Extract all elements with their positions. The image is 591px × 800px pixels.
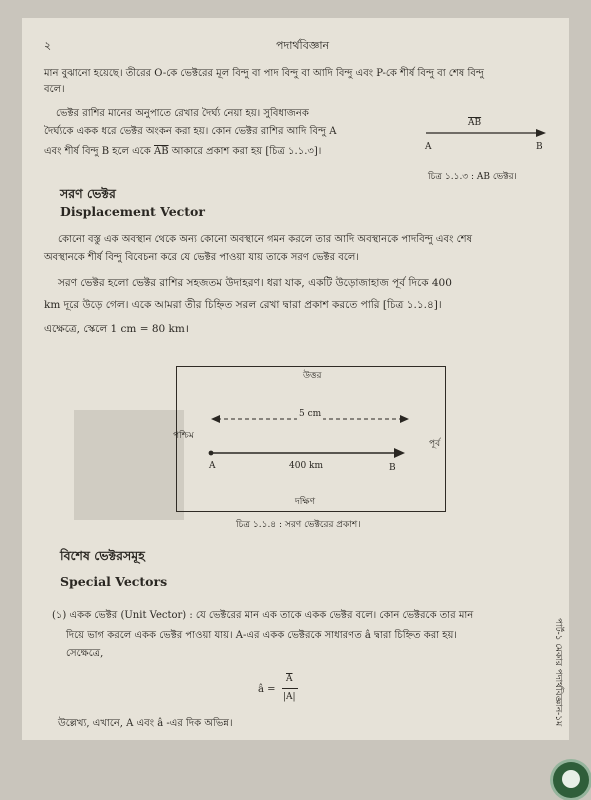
paragraph-line: (১) একক ভেক্টর (Unit Vector) : যে ভেক্টরের মান এক তাকে একক ভেক্টর বলে। কোন ভেক্টরকে তার মান	[52, 610, 474, 621]
section-title-bn: সরণ ভেক্টর	[60, 186, 116, 201]
section-title-en: Displacement Vector	[60, 204, 205, 219]
north-label: উত্তর	[303, 371, 322, 381]
scale-label: 5 cm	[297, 407, 323, 422]
vector-ab-inline: $\overline{AB}$	[153, 146, 169, 157]
point-a-label: A	[425, 142, 432, 152]
paragraph-line: মান বুঝানো হয়েছে। তীরের O-কে ভেক্টরের মূল বিন্দু বা পাদ বিন্দু বা আদি বিন্দু এবং P-কে শীর্ষ বিন্দু বা শেষ বিন্দু	[44, 68, 484, 79]
figure-ab-vector	[422, 116, 552, 166]
fraction-bar	[282, 688, 298, 689]
paragraph-line: কোনো বস্তু এক অবস্থান থেকে অন্য কোনো অবস্থানে গমন করলে তার আদি অবস্থানকে পাদবিন্দু এবং শেষ	[58, 234, 473, 245]
unit-vector-equation	[258, 670, 328, 710]
east-label: পূর্ব	[429, 439, 441, 449]
figure-caption: চিত্র ১.১.৩ : AB ভেক্টর।	[428, 172, 517, 182]
equation-denominator: |A|	[283, 692, 296, 702]
logo-emblem-icon	[562, 770, 580, 788]
point-b-label: B	[389, 463, 396, 473]
paragraph-line: এক্ষেত্রে, স্কেলে 1 cm = 80 km।	[44, 323, 189, 335]
scan-shade	[74, 410, 184, 520]
running-title: পদার্থবিজ্ঞান	[276, 39, 330, 52]
page-number: ২	[44, 39, 52, 52]
equation-numerator: $\overline{A}$	[286, 674, 293, 684]
west-label: পশ্চিম	[173, 431, 194, 441]
figure-caption: চিত্র ১.১.৪ : সরণ ভেক্টরের প্রকাশ।	[236, 520, 361, 530]
section-title-en: Special Vectors	[60, 574, 168, 589]
point-b-label: B	[536, 142, 543, 152]
equation-lhs: â =	[258, 684, 276, 695]
paragraph-line: দৈর্ঘ্যকে একক ধরে ভেক্টর অংকন করা হয়। কোন ভেক্টর রাশির আদি বিন্দু A	[44, 126, 337, 137]
paragraph-line: এবং শীর্ষ বিন্দু B হলে একে $\overline{AB}$ আকারে প্রকাশ করা হয় [চিত্র ১.১.৩]।	[44, 146, 322, 157]
paragraph-line: উল্লেখ্য, এখানে, A এবং â -এর দিক অভিন্ন।	[58, 718, 233, 729]
point-a-label: A	[209, 461, 216, 471]
paragraph-line: সেক্ষেত্রে,	[66, 648, 104, 659]
paragraph-line: km দূরে উড়ে গেল। একে আমরা তীর চিহ্নিত সরল রেখা দ্বারা প্রকাশ করতে পারি [চিত্র ১.১.৪]।	[44, 299, 442, 311]
side-margin-text: পার্ট-১ মেকার পদার্থবিজ্ঞান-১ম	[553, 618, 563, 727]
ab-arrow	[422, 126, 552, 140]
paragraph-line: সরণ ভেক্টর হলো ভেক্টর রাশির সহজতম উদাহরণ। ধরা যাক, একটি উড়োজাহাজ পূর্ব দিকে 400	[58, 277, 452, 289]
paragraph-line: দিয়ে ভাগ করলে একক ভেক্টর পাওয়া যায়। A-এর একক ভেক্টরকে সাধারণত â দ্বারা চিহ্নিত করা হয়।	[66, 630, 457, 641]
section-title-bn: বিশেষ ভেক্টরসমূহ	[60, 548, 145, 563]
book-page	[22, 18, 569, 740]
south-label: দক্ষিণ	[295, 497, 316, 507]
vector-label: $\overline{AB}$	[468, 118, 482, 128]
watermark-logo	[553, 762, 589, 798]
paragraph-line: বলে।	[44, 84, 65, 95]
displacement-figure	[173, 366, 446, 512]
distance-label: 400 km	[289, 461, 324, 471]
paragraph-line: অবস্থানকে শীর্ষ বিন্দু বিবেচনা করে যে ভেক্টর পাওয়া যায় তাকে সরণ ভেক্টর বলে।	[44, 252, 359, 263]
paragraph-line: ভেক্টর রাশির মানের অনুপাতে রেখার দৈর্ঘ্য নেয়া হয়। সুবিধাজনক	[56, 108, 309, 119]
